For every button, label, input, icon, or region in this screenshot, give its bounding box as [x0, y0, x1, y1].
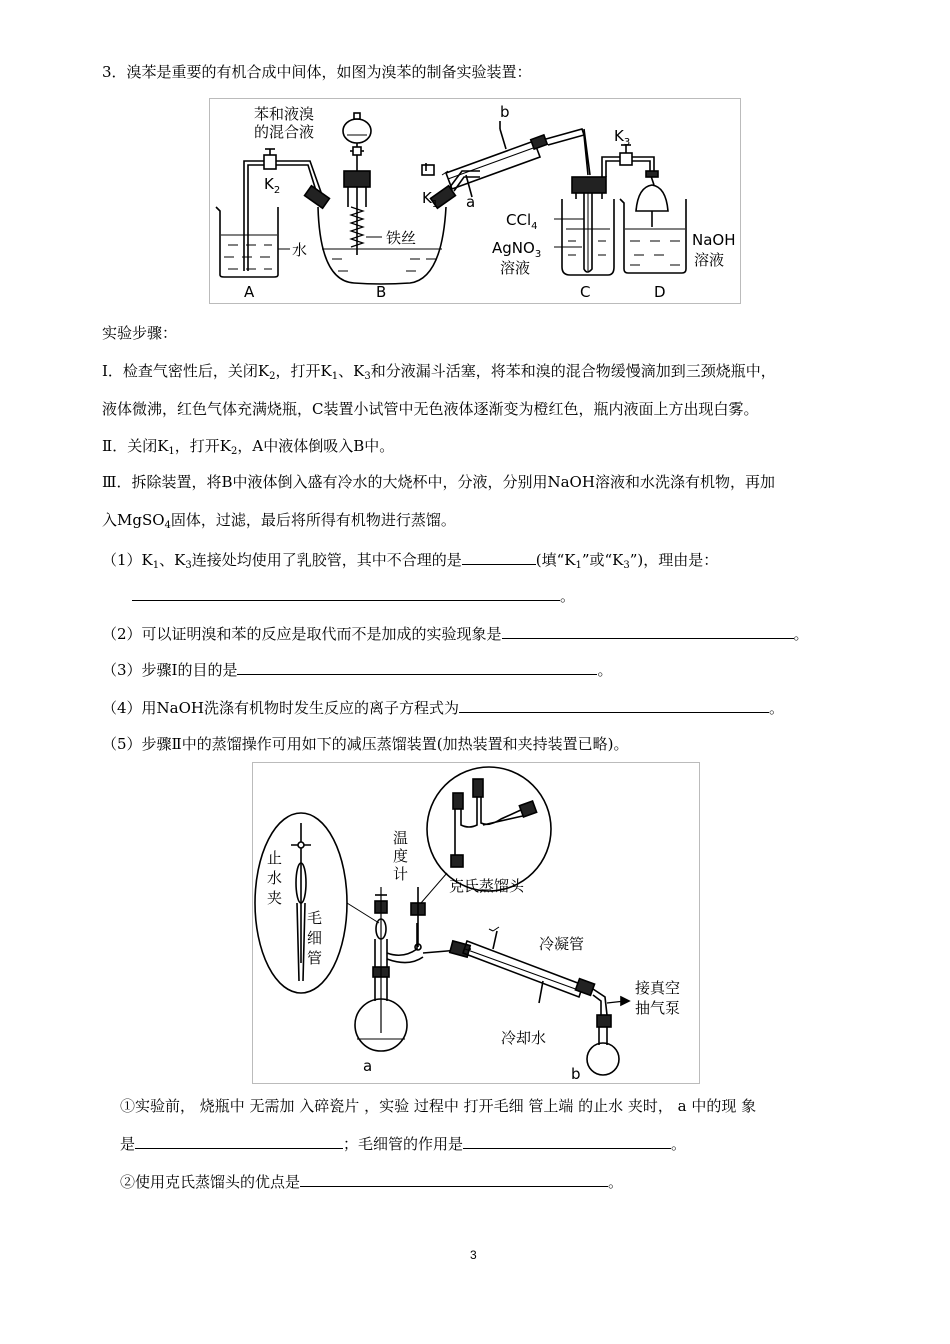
answer-blank-6[interactable] [300, 1170, 608, 1187]
label-thermometer-1: 温 [393, 829, 409, 847]
flask-b [305, 171, 456, 284]
label-cooling-water: 冷却水 [501, 1029, 547, 1047]
label-vacuum-1: 接真空 [635, 979, 681, 997]
label-k3: $K_3$ [614, 127, 631, 148]
label-capillary-1: 毛 [307, 909, 323, 927]
step-1-line-2: 液体微沸，红色气体充满烧瓶，C装置小试管中无色液体逐渐变为橙红色，瓶内液面上方出现白雾。 [102, 400, 759, 418]
label-capillary-2: 细 [307, 929, 323, 947]
apparatus-figure-1 [209, 98, 741, 304]
label-agno3-solution: 溶液 [500, 259, 531, 277]
apparatus-figure-2 [252, 762, 700, 1084]
valve-k3 [620, 145, 654, 173]
condenser-tube [422, 121, 590, 197]
label-mixture-1: 苯和液溴 [254, 105, 315, 123]
label-stop-clamp-1: 止 [267, 849, 283, 867]
beaker-d [620, 171, 686, 273]
step-2: Ⅱ．关闭$K_1$，打开$K_2$，A中液体倒吸入B中。 [102, 437, 395, 457]
page-number: 3 [470, 1248, 477, 1262]
tube-c [554, 157, 620, 275]
condenser [423, 927, 629, 1027]
flask-b-receiver [587, 1027, 619, 1075]
question-5: （5）步骤Ⅱ中的蒸馏操作可用如下的减压蒸馏装置(加热装置和夹持装置已略)。 [102, 735, 629, 753]
label-A: A [244, 283, 255, 301]
question-number: 3． [102, 63, 127, 81]
answer-blank-5b[interactable] [463, 1132, 671, 1149]
label-B: B [376, 283, 387, 301]
step-3-line-1: Ⅲ．拆除装置，将B中液体倒入盛有冷水的大烧杯中，分液，分别用NaOH溶液和水洗涤有机物，再加 [102, 473, 775, 491]
zoom-bubble-claisen [427, 767, 551, 891]
sub-question-2: ②使用克氏蒸馏头的优点是 。 [120, 1170, 623, 1192]
question-1: $(1)K_1$、$K_3$连接处均使用了乳胶管，其中不合理的是 (填“$K_1$”或“$K_3$”)，理由是： [102, 548, 718, 570]
label-claisen-head: 克氏蒸馏头 [449, 877, 525, 895]
answer-blank-1a[interactable] [462, 548, 536, 565]
question-intro [102, 62, 532, 82]
label-k1: $K_1$ [422, 189, 439, 210]
label-naoh: NaOH [692, 231, 736, 249]
label-stop-clamp-2: 水 [267, 869, 283, 887]
question-1-reason: 。 [132, 584, 575, 606]
label-stop-clamp-3: 夹 [267, 889, 283, 907]
label-ccl4: CCl$_4$ [506, 211, 538, 232]
answer-blank-1b[interactable] [132, 584, 560, 601]
sub-question-1-line-1: ①实验前， 烧瓶中 无需加 入碎瓷片 ，实验 过程中 打开毛细 管上端 的止水 夹时， a 中的现 象 [120, 1097, 757, 1115]
step-3-line-2: 入MgSO$_4$固体，过滤，最后将所得有机物进行蒸馏。 [102, 511, 456, 531]
label-a: a [466, 193, 476, 211]
thermometer [411, 887, 425, 950]
label-b: b [500, 103, 510, 121]
label-k2: $K_2$ [264, 175, 281, 196]
question-4: （4）用NaOH洗涤有机物时发生反应的离子方程式为 。 [102, 696, 784, 718]
label-capillary-3: 管 [307, 949, 323, 967]
label-vacuum-2: 抽气泵 [635, 999, 681, 1017]
label-naoh-solution: 溶液 [694, 251, 725, 269]
steps-heading: 实验步骤： [102, 324, 178, 342]
label-flask-b: b [571, 1065, 581, 1083]
label-thermometer-3: 计 [393, 865, 409, 883]
beaker-a [216, 161, 290, 277]
label-iron-wire: 铁丝 [386, 229, 417, 247]
label-C: C [580, 283, 591, 301]
apparatus-diagram-2 [253, 763, 699, 1083]
label-flask-a: a [363, 1057, 373, 1075]
claisen-detail [451, 779, 537, 867]
label-water: 水 [292, 241, 308, 259]
question-3: （3）步骤Ⅰ的目的是 。 [102, 658, 613, 680]
question-2: （2）可以证明溴和苯的反应是取代而不是加成的实验现象是 。 [102, 622, 809, 644]
answer-blank-4[interactable] [459, 696, 769, 713]
separatory-funnel [343, 113, 371, 171]
label-mixture-2: 的混合液 [254, 123, 315, 141]
step-1-line-1: Ⅰ．检查气密性后，关闭$K_2$，打开$K_1$、$K_3$和分液漏斗活塞，将苯和溴的混合物缓慢滴加到三颈烧瓶中， [102, 362, 776, 382]
answer-blank-2[interactable] [502, 622, 794, 639]
apparatus-diagram-1 [210, 99, 740, 303]
label-D: D [654, 283, 666, 301]
label-thermometer-2: 度 [393, 847, 409, 865]
answer-blank-3[interactable] [237, 658, 597, 675]
question-intro-text: 溴苯是重要的有机合成中间体，如图为溴苯的制备实验装置： [126, 63, 532, 81]
label-condenser: 冷凝管 [539, 935, 585, 953]
label-agno3: AgNO$_3$ [492, 239, 542, 260]
answer-blank-5a[interactable] [135, 1132, 343, 1149]
sub-question-1-line-2: 是 ；毛细管的作用是 。 [120, 1132, 686, 1154]
